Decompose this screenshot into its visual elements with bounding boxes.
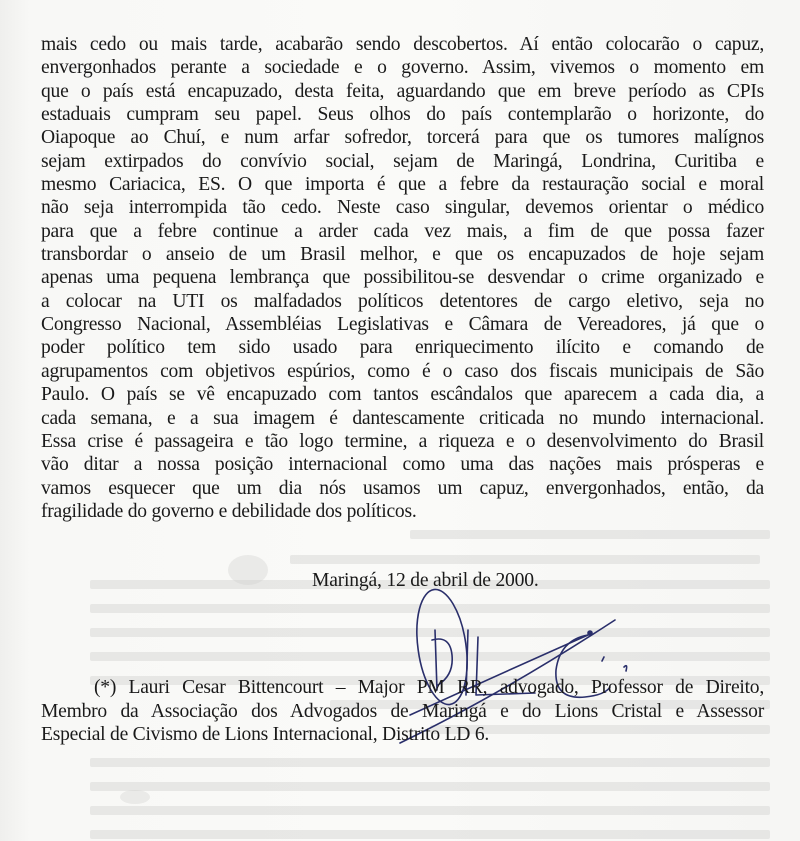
body-line: envergonhados perante a sociedade e o governo. Assim, vivemos o momento em	[41, 57, 764, 79]
smudge-mark	[228, 555, 268, 585]
body-line: sejam extirpados do convívio social, sejam de Maringá, Londrina, Curitiba e	[41, 150, 764, 172]
dateline: Maringá, 12 de abril de 2000.	[312, 570, 539, 591]
author-footnote	[41, 676, 764, 747]
body-line: vão ditar a nossa posição internacional como uma das nações mais prósperas e	[41, 454, 764, 476]
body-line: Oiapoque ao Chuí, e num arfar sofredor, torcerá para que os tumores malígnos	[41, 127, 764, 149]
body-line: estaduais cumpram seu papel. Seus olhos do país contemplarão o horizonte, do	[41, 104, 764, 126]
body-line: Congresso Nacional, Assembléias Legislativas e Câmara de Vereadores, já que o	[41, 314, 764, 336]
body-line: Essa crise é passageira e tão logo termine, a riqueza e o desenvolvimento do Brasil	[41, 430, 764, 452]
smudge-mark	[120, 790, 150, 804]
body-line: vamos esquecer que um dia nós usamos um capuz, envergonhados, então, da	[41, 477, 764, 499]
footnote-line: Especial de Civismo de Lions Internacional, Distrito LD 6.	[41, 724, 490, 745]
body-line: cada semana, e a sua imagem é dantescamente criticada no mundo internacional.	[41, 407, 764, 429]
body-line: a colocar na UTI os malfadados políticos detentores de cargo eletivo, seja no	[41, 290, 764, 312]
body-line: Paulo. O país se vê encapuzado com tantos escândalos que aparecem a cada dia, a	[41, 384, 764, 406]
body-line: mesmo Cariacica, ES. O que importa é que a febre da restauração social e moral	[41, 174, 764, 196]
body-line: não seja interrompida tão cedo. Neste caso singular, devemos orientar o médico	[41, 197, 764, 219]
body-line: transbordar o anseio de um Brasil melhor, e que os encapuzados de hoje sejam	[41, 244, 764, 266]
article-body	[41, 33, 764, 523]
body-line: mais cedo ou mais tarde, acabarão sendo descobertos. Aí então colocarão o capuz,	[41, 34, 764, 55]
body-line: agrupamentos com objetivos espúrios, como é o caso dos fiscais municipais de São	[41, 360, 764, 382]
body-line: fragilidade do governo e debilidade dos políticos.	[41, 500, 417, 522]
footnote-line: Membro da Associação dos Advogados de Maringá e do Lions Cristal e Assessor	[41, 700, 764, 722]
body-line: poder político tem sido usado para enriquecimento ilícito e comando de	[41, 337, 764, 359]
body-line: que o país está encapuzado, desta feita, aguardando que em breve período as CPIs	[41, 80, 764, 102]
body-line: para que a febre continue a arder cada vez mais, a fim de que possa fazer	[41, 220, 764, 242]
footnote-line: (*) Lauri Cesar Bittencourt – Major PM RR, advogado, Professor de Direito,	[94, 677, 764, 698]
body-line: apenas uma pequena lembrança que possibilitou-se desvendar o crime organizado e	[41, 267, 764, 289]
